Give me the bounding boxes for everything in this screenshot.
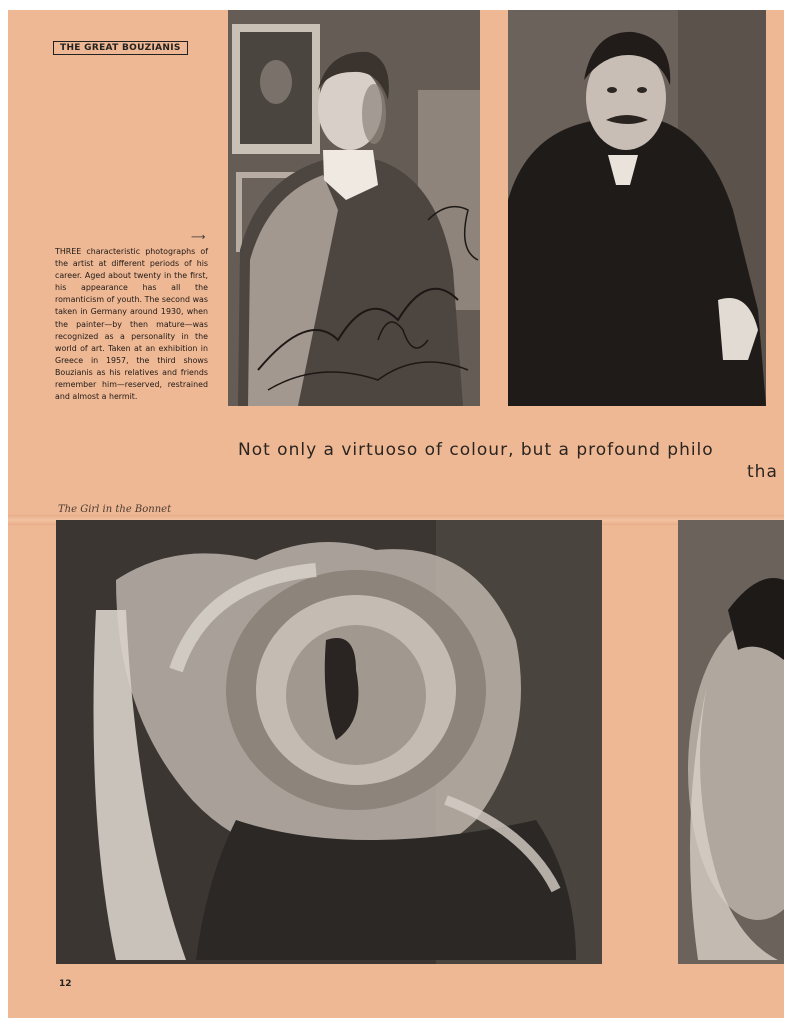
- photo-caption: THREE characteristic photographs of the artist at different periods of his career. Aged about twenty in the first, his appearance has all the romanticism of youth. The second was taken in Germany around 1930, when the painter—by then mature—was recognized as a personality in the world of art. Taken at an exhibition in Greece in 1957, the third shows Bouzianis as his relatives and friends remember him—reserved, restrained and almost a hermit.: [55, 247, 208, 402]
- photo-young-artist-image: [228, 10, 480, 406]
- headline-line-2: tha: [747, 462, 778, 482]
- painting-partial-right: [678, 520, 784, 964]
- section-label: THE GREAT BOUZIANIS: [53, 41, 188, 55]
- right-arrow-icon: ⟶: [191, 232, 206, 243]
- magazine-page: [8, 10, 784, 1018]
- photo-mature-artist-image: [508, 10, 766, 406]
- painting-title: The Girl in the Bonnet: [58, 504, 172, 515]
- painting-partial-image: [678, 520, 784, 964]
- headline-line-1: Not only a virtuoso of colour, but a profound philo: [238, 440, 714, 460]
- photo-young-artist: [228, 10, 480, 406]
- page-number: 12: [59, 979, 72, 989]
- painting-image: [56, 520, 602, 964]
- photo-mature-artist: [508, 10, 766, 406]
- painting-girl-in-bonnet: [56, 520, 602, 964]
